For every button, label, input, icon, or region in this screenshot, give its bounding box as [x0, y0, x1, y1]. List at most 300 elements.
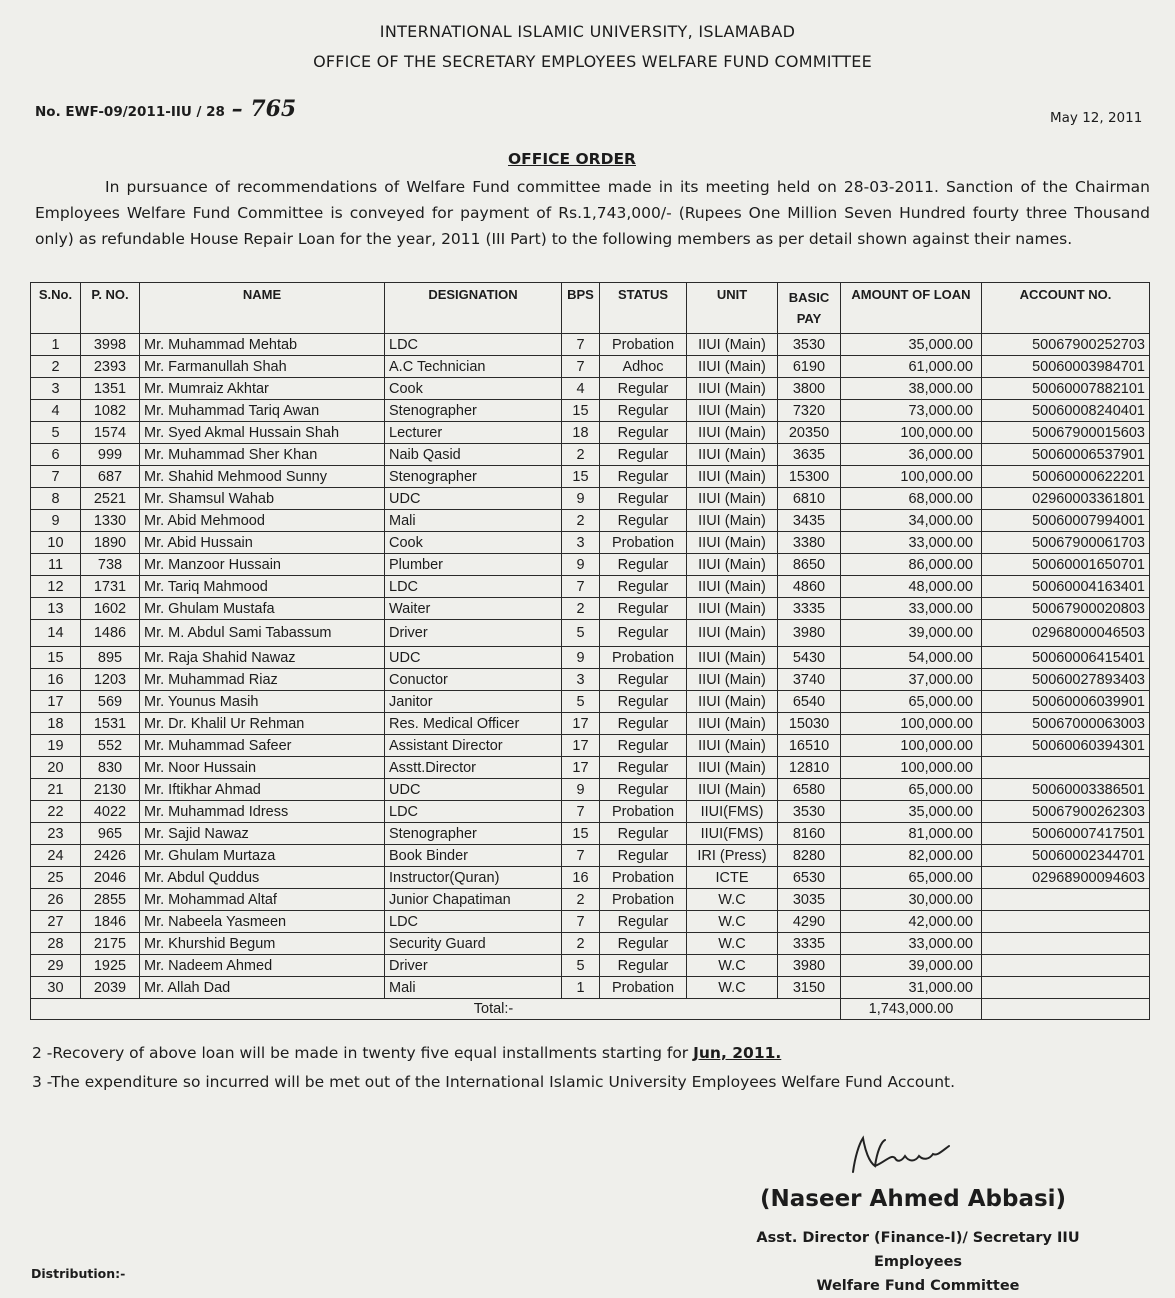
office-heading: OFFICE OF THE SECRETARY EMPLOYEES WELFARE FUND COMMITTEE — [313, 52, 872, 71]
cell-account: 50060006415401 — [982, 647, 1150, 669]
table-row — [31, 801, 1150, 823]
cell-pno: 1486 — [81, 620, 140, 647]
table-row — [31, 356, 1150, 378]
cell-status: Regular — [600, 955, 687, 977]
table-row — [31, 400, 1150, 422]
cell-pno: 965 — [81, 823, 140, 845]
cell-pno: 830 — [81, 757, 140, 779]
cell-pno: 2521 — [81, 488, 140, 510]
cell-name: Mr. Farmanullah Shah — [140, 356, 385, 378]
cell-designation: LDC — [385, 576, 562, 598]
cell-name: Mr. Syed Akmal Hussain Shah — [140, 422, 385, 444]
cell-account: 50060006039901 — [982, 691, 1150, 713]
cell-unit: IIUI (Main) — [687, 510, 778, 532]
cell-pno: 895 — [81, 647, 140, 669]
cell-name: Mr. Muhammad Tariq Awan — [140, 400, 385, 422]
cell-bps: 18 — [562, 422, 600, 444]
cell-status: Regular — [600, 779, 687, 801]
cell-amount: 48,000.00 — [841, 576, 982, 598]
cell-status: Regular — [600, 422, 687, 444]
cell-amount: 33,000.00 — [841, 933, 982, 955]
cell-pno: 2175 — [81, 933, 140, 955]
cell-basic-pay: 5430 — [778, 647, 841, 669]
cell-basic-pay: 3980 — [778, 620, 841, 647]
cell-designation: Instructor(Quran) — [385, 867, 562, 889]
cell-name: Mr. Younus Masih — [140, 691, 385, 713]
table-row — [31, 845, 1150, 867]
cell-account: 50060007882101 — [982, 378, 1150, 400]
cell-bps: 2 — [562, 598, 600, 620]
cell-amount: 65,000.00 — [841, 779, 982, 801]
table-row — [31, 532, 1150, 554]
handwritten-reference: – 765 — [231, 96, 297, 122]
recovery-note — [32, 1044, 781, 1062]
cell-pno: 552 — [81, 735, 140, 757]
cell-status: Regular — [600, 691, 687, 713]
table-row — [31, 889, 1150, 911]
col-header-bps: BPS — [562, 283, 600, 334]
table-header-row — [31, 283, 1150, 334]
cell-designation: Assistant Director — [385, 735, 562, 757]
cell-designation: LDC — [385, 334, 562, 356]
col-header-name: NAME — [140, 283, 385, 334]
cell-basic-pay: 15030 — [778, 713, 841, 735]
table-row — [31, 378, 1150, 400]
signatory-designation-line2: Welfare Fund Committee — [816, 1278, 1020, 1294]
total-row — [31, 999, 1150, 1020]
cell-account — [982, 889, 1150, 911]
cell-unit: IIUI (Main) — [687, 647, 778, 669]
cell-amount: 100,000.00 — [841, 757, 982, 779]
cell-status: Regular — [600, 510, 687, 532]
cell-account: 50060027893403 — [982, 669, 1150, 691]
cell-account: 02968000046503 — [982, 620, 1150, 647]
cell-sno: 14 — [31, 620, 81, 647]
expenditure-note: 3 -The expenditure so incurred will be met out of the International Islamic University Employees Welfare Fund Account. — [32, 1073, 956, 1091]
cell-designation: Stenographer — [385, 823, 562, 845]
cell-status: Regular — [600, 823, 687, 845]
cell-status: Probation — [600, 977, 687, 999]
cell-unit: IIUI (Main) — [687, 422, 778, 444]
cell-name: Mr. Iftikhar Ahmad — [140, 779, 385, 801]
cell-unit: W.C — [687, 955, 778, 977]
table-row — [31, 576, 1150, 598]
cell-amount: 39,000.00 — [841, 955, 982, 977]
distribution-label: Distribution:- — [31, 1266, 126, 1281]
table-row — [31, 911, 1150, 933]
cell-designation: UDC — [385, 647, 562, 669]
reference-number-text: No. EWF-09/2011-IIU / 28 — [35, 104, 225, 120]
table-row — [31, 620, 1150, 647]
cell-amount: 100,000.00 — [841, 466, 982, 488]
cell-pno: 3998 — [81, 334, 140, 356]
cell-account: 50060004163401 — [982, 576, 1150, 598]
cell-account: 50067900015603 — [982, 422, 1150, 444]
handwritten-signature — [845, 1132, 955, 1182]
cell-designation: Conuctor — [385, 669, 562, 691]
cell-amount: 35,000.00 — [841, 801, 982, 823]
cell-bps: 5 — [562, 955, 600, 977]
table-row — [31, 554, 1150, 576]
cell-basic-pay: 15300 — [778, 466, 841, 488]
cell-basic-pay: 3035 — [778, 889, 841, 911]
cell-unit: IIUI (Main) — [687, 620, 778, 647]
cell-basic-pay: 8650 — [778, 554, 841, 576]
cell-amount: 39,000.00 — [841, 620, 982, 647]
cell-bps: 17 — [562, 757, 600, 779]
cell-name: Mr. Shamsul Wahab — [140, 488, 385, 510]
cell-basic-pay: 6530 — [778, 867, 841, 889]
cell-bps: 15 — [562, 400, 600, 422]
cell-basic-pay: 7320 — [778, 400, 841, 422]
cell-name: Mr. Manzoor Hussain — [140, 554, 385, 576]
cell-bps: 16 — [562, 867, 600, 889]
cell-designation: Waiter — [385, 598, 562, 620]
cell-amount: 65,000.00 — [841, 867, 982, 889]
cell-name: Mr. Tariq Mahmood — [140, 576, 385, 598]
cell-unit: IIUI (Main) — [687, 532, 778, 554]
cell-pno: 2039 — [81, 977, 140, 999]
cell-status: Probation — [600, 801, 687, 823]
cell-amount: 31,000.00 — [841, 977, 982, 999]
cell-bps: 3 — [562, 669, 600, 691]
document-date: May 12, 2011 — [1050, 110, 1143, 126]
cell-account: 50060007417501 — [982, 823, 1150, 845]
cell-sno: 7 — [31, 466, 81, 488]
cell-designation: Lecturer — [385, 422, 562, 444]
cell-designation: LDC — [385, 801, 562, 823]
cell-status: Regular — [600, 669, 687, 691]
recovery-note-text: 2 -Recovery of above loan will be made in twenty five equal installments starting for — [32, 1044, 689, 1062]
cell-sno: 23 — [31, 823, 81, 845]
cell-account — [982, 977, 1150, 999]
cell-status: Regular — [600, 400, 687, 422]
cell-pno: 1531 — [81, 713, 140, 735]
cell-pno: 2426 — [81, 845, 140, 867]
cell-status: Regular — [600, 620, 687, 647]
cell-amount: 65,000.00 — [841, 691, 982, 713]
cell-unit: IIUI(FMS) — [687, 801, 778, 823]
cell-account: 50060003386501 — [982, 779, 1150, 801]
order-paragraph-text: In pursuance of recommendations of Welfare Fund committee made in its meeting held on 28-03-2011. Sanction of the Chairman Employees Welfare Fund Committee is conveyed for payment of Rs.1,743,000/- (Rupees One Million Seven Hundred fourty three Thousand only) as refundable House Repair Loan for the year, 2011 (III Part) to the following members as per detail shown against their names. — [35, 178, 1150, 248]
cell-basic-pay: 3635 — [778, 444, 841, 466]
cell-basic-pay: 3435 — [778, 510, 841, 532]
cell-status: Probation — [600, 889, 687, 911]
cell-status: Regular — [600, 735, 687, 757]
cell-designation: UDC — [385, 488, 562, 510]
cell-designation: UDC — [385, 779, 562, 801]
cell-pno: 1731 — [81, 576, 140, 598]
cell-status: Probation — [600, 647, 687, 669]
cell-sno: 19 — [31, 735, 81, 757]
cell-basic-pay: 4290 — [778, 911, 841, 933]
cell-name: Mr. Nabeela Yasmeen — [140, 911, 385, 933]
cell-pno: 999 — [81, 444, 140, 466]
cell-amount: 37,000.00 — [841, 669, 982, 691]
table-row — [31, 691, 1150, 713]
cell-designation: Asstt.Director — [385, 757, 562, 779]
cell-name: Mr. Abid Mehmood — [140, 510, 385, 532]
cell-account: 50067900262303 — [982, 801, 1150, 823]
cell-name: Mr. Muhammad Idress — [140, 801, 385, 823]
cell-designation: Book Binder — [385, 845, 562, 867]
cell-designation: Cook — [385, 532, 562, 554]
cell-unit: W.C — [687, 911, 778, 933]
cell-pno: 2046 — [81, 867, 140, 889]
cell-name: Mr. Muhammad Safeer — [140, 735, 385, 757]
cell-name: Mr. Khurshid Begum — [140, 933, 385, 955]
document-title: OFFICE ORDER — [508, 150, 636, 168]
cell-account: 50067000063003 — [982, 713, 1150, 735]
col-header-status: STATUS — [600, 283, 687, 334]
cell-account: 02960003361801 — [982, 488, 1150, 510]
cell-unit: IIUI (Main) — [687, 400, 778, 422]
cell-pno: 4022 — [81, 801, 140, 823]
cell-bps: 7 — [562, 356, 600, 378]
cell-bps: 9 — [562, 554, 600, 576]
university-heading: INTERNATIONAL ISLAMIC UNIVERSITY, ISLAMABAD — [379, 22, 796, 41]
cell-pno: 1846 — [81, 911, 140, 933]
cell-pno: 1925 — [81, 955, 140, 977]
table-row — [31, 598, 1150, 620]
cell-status: Regular — [600, 911, 687, 933]
cell-unit: IIUI (Main) — [687, 378, 778, 400]
cell-unit: IIUI (Main) — [687, 598, 778, 620]
cell-sno: 29 — [31, 955, 81, 977]
cell-sno: 20 — [31, 757, 81, 779]
cell-bps: 9 — [562, 488, 600, 510]
cell-account: 50067900020803 — [982, 598, 1150, 620]
cell-designation: Mali — [385, 977, 562, 999]
cell-unit: IIUI (Main) — [687, 757, 778, 779]
total-amount: 1,743,000.00 — [841, 999, 982, 1020]
cell-status: Adhoc — [600, 356, 687, 378]
table-row — [31, 713, 1150, 735]
cell-bps: 2 — [562, 444, 600, 466]
cell-unit: IIUI (Main) — [687, 735, 778, 757]
cell-bps: 9 — [562, 647, 600, 669]
cell-name: Mr. Mohammad Altaf — [140, 889, 385, 911]
cell-basic-pay: 3150 — [778, 977, 841, 999]
cell-basic-pay: 3800 — [778, 378, 841, 400]
table-row — [31, 466, 1150, 488]
col-header-basic-pay: BASIC PAY — [778, 283, 841, 334]
cell-name: Mr. Ghulam Murtaza — [140, 845, 385, 867]
cell-sno: 27 — [31, 911, 81, 933]
cell-sno: 9 — [31, 510, 81, 532]
cell-designation: Cook — [385, 378, 562, 400]
cell-account: 50060000622201 — [982, 466, 1150, 488]
cell-designation: Driver — [385, 620, 562, 647]
cell-amount: 38,000.00 — [841, 378, 982, 400]
cell-amount: 68,000.00 — [841, 488, 982, 510]
cell-designation: Stenographer — [385, 400, 562, 422]
col-header-account: ACCOUNT NO. — [982, 283, 1150, 334]
cell-pno: 1351 — [81, 378, 140, 400]
cell-account: 50060007994001 — [982, 510, 1150, 532]
cell-name: Mr. Sajid Nawaz — [140, 823, 385, 845]
table-row — [31, 422, 1150, 444]
cell-status: Regular — [600, 554, 687, 576]
cell-basic-pay: 3530 — [778, 801, 841, 823]
cell-designation: Janitor — [385, 691, 562, 713]
cell-bps: 17 — [562, 713, 600, 735]
table-row — [31, 779, 1150, 801]
cell-name: Mr. Abdul Quddus — [140, 867, 385, 889]
cell-designation: A.C Technician — [385, 356, 562, 378]
cell-amount: 34,000.00 — [841, 510, 982, 532]
cell-amount: 100,000.00 — [841, 422, 982, 444]
cell-designation: Junior Chapatiman — [385, 889, 562, 911]
cell-status: Regular — [600, 444, 687, 466]
cell-basic-pay: 6810 — [778, 488, 841, 510]
cell-name: Mr. Raja Shahid Nawaz — [140, 647, 385, 669]
cell-unit: IIUI (Main) — [687, 669, 778, 691]
table-row — [31, 510, 1150, 532]
cell-basic-pay: 6190 — [778, 356, 841, 378]
cell-account: 50060003984701 — [982, 356, 1150, 378]
cell-sno: 26 — [31, 889, 81, 911]
col-header-pno: P. NO. — [81, 283, 140, 334]
table-row — [31, 823, 1150, 845]
table-row — [31, 669, 1150, 691]
signatory-designation — [713, 1226, 1123, 1298]
cell-sno: 21 — [31, 779, 81, 801]
cell-account: 50060006537901 — [982, 444, 1150, 466]
cell-amount: 30,000.00 — [841, 889, 982, 911]
table-row — [31, 933, 1150, 955]
cell-pno: 1203 — [81, 669, 140, 691]
cell-bps: 5 — [562, 691, 600, 713]
cell-amount: 33,000.00 — [841, 532, 982, 554]
cell-pno: 2855 — [81, 889, 140, 911]
cell-unit: IIUI (Main) — [687, 466, 778, 488]
cell-name: Mr. Mumraiz Akhtar — [140, 378, 385, 400]
col-header-sno: S.No. — [31, 283, 81, 334]
cell-name: Mr. Muhammad Riaz — [140, 669, 385, 691]
cell-unit: IIUI (Main) — [687, 691, 778, 713]
cell-sno: 4 — [31, 400, 81, 422]
cell-unit: ICTE — [687, 867, 778, 889]
cell-sno: 16 — [31, 669, 81, 691]
cell-status: Probation — [600, 532, 687, 554]
cell-bps: 1 — [562, 977, 600, 999]
cell-amount: 100,000.00 — [841, 735, 982, 757]
cell-sno: 22 — [31, 801, 81, 823]
cell-basic-pay: 3335 — [778, 933, 841, 955]
cell-amount: 100,000.00 — [841, 713, 982, 735]
cell-status: Regular — [600, 757, 687, 779]
cell-sno: 18 — [31, 713, 81, 735]
cell-account — [982, 911, 1150, 933]
cell-unit: IIUI (Main) — [687, 488, 778, 510]
cell-sno: 12 — [31, 576, 81, 598]
cell-basic-pay: 3530 — [778, 334, 841, 356]
loan-table-body — [31, 334, 1150, 999]
cell-bps: 17 — [562, 735, 600, 757]
cell-basic-pay: 16510 — [778, 735, 841, 757]
cell-sno: 25 — [31, 867, 81, 889]
cell-bps: 9 — [562, 779, 600, 801]
cell-account — [982, 757, 1150, 779]
cell-sno: 2 — [31, 356, 81, 378]
cell-basic-pay: 6540 — [778, 691, 841, 713]
cell-account: 50067900252703 — [982, 334, 1150, 356]
cell-pno: 569 — [81, 691, 140, 713]
cell-sno: 8 — [31, 488, 81, 510]
cell-pno: 1602 — [81, 598, 140, 620]
cell-amount: 36,000.00 — [841, 444, 982, 466]
cell-sno: 15 — [31, 647, 81, 669]
table-row — [31, 488, 1150, 510]
cell-bps: 5 — [562, 620, 600, 647]
cell-status: Probation — [600, 334, 687, 356]
signatory-name: (Naseer Ahmed Abbasi) — [760, 1186, 1067, 1212]
cell-basic-pay: 3980 — [778, 955, 841, 977]
cell-pno: 1082 — [81, 400, 140, 422]
cell-unit: W.C — [687, 933, 778, 955]
cell-sno: 17 — [31, 691, 81, 713]
cell-bps: 7 — [562, 911, 600, 933]
col-header-amount: AMOUNT OF LOAN — [841, 283, 982, 334]
cell-unit: IIUI (Main) — [687, 713, 778, 735]
cell-name: Mr. Noor Hussain — [140, 757, 385, 779]
table-row — [31, 647, 1150, 669]
recovery-start-date: Jun, 2011. — [693, 1044, 782, 1062]
cell-basic-pay: 8160 — [778, 823, 841, 845]
cell-name: Mr. Allah Dad — [140, 977, 385, 999]
cell-sno: 1 — [31, 334, 81, 356]
cell-unit: IRI (Press) — [687, 845, 778, 867]
cell-account: 50067900061703 — [982, 532, 1150, 554]
cell-bps: 7 — [562, 334, 600, 356]
cell-sno: 5 — [31, 422, 81, 444]
cell-unit: W.C — [687, 889, 778, 911]
cell-pno: 1574 — [81, 422, 140, 444]
cell-amount: 33,000.00 — [841, 598, 982, 620]
table-row — [31, 735, 1150, 757]
cell-sno: 13 — [31, 598, 81, 620]
cell-pno: 2393 — [81, 356, 140, 378]
cell-designation: Mali — [385, 510, 562, 532]
cell-account — [982, 955, 1150, 977]
cell-status: Regular — [600, 845, 687, 867]
cell-basic-pay: 8280 — [778, 845, 841, 867]
cell-amount: 81,000.00 — [841, 823, 982, 845]
table-row — [31, 955, 1150, 977]
cell-designation: LDC — [385, 911, 562, 933]
cell-name: Mr. Muhammad Mehtab — [140, 334, 385, 356]
cell-amount: 35,000.00 — [841, 334, 982, 356]
cell-basic-pay: 3335 — [778, 598, 841, 620]
cell-bps: 2 — [562, 510, 600, 532]
cell-designation: Driver — [385, 955, 562, 977]
cell-designation: Plumber — [385, 554, 562, 576]
cell-amount: 86,000.00 — [841, 554, 982, 576]
col-header-unit: UNIT — [687, 283, 778, 334]
cell-basic-pay: 20350 — [778, 422, 841, 444]
cell-pno: 1330 — [81, 510, 140, 532]
cell-unit: IIUI (Main) — [687, 576, 778, 598]
cell-basic-pay: 3380 — [778, 532, 841, 554]
reference-number — [35, 96, 296, 122]
table-row — [31, 334, 1150, 356]
loan-table — [30, 282, 1150, 1020]
cell-bps: 2 — [562, 889, 600, 911]
cell-unit: IIUI (Main) — [687, 554, 778, 576]
cell-basic-pay: 6580 — [778, 779, 841, 801]
cell-account: 50060060394301 — [982, 735, 1150, 757]
